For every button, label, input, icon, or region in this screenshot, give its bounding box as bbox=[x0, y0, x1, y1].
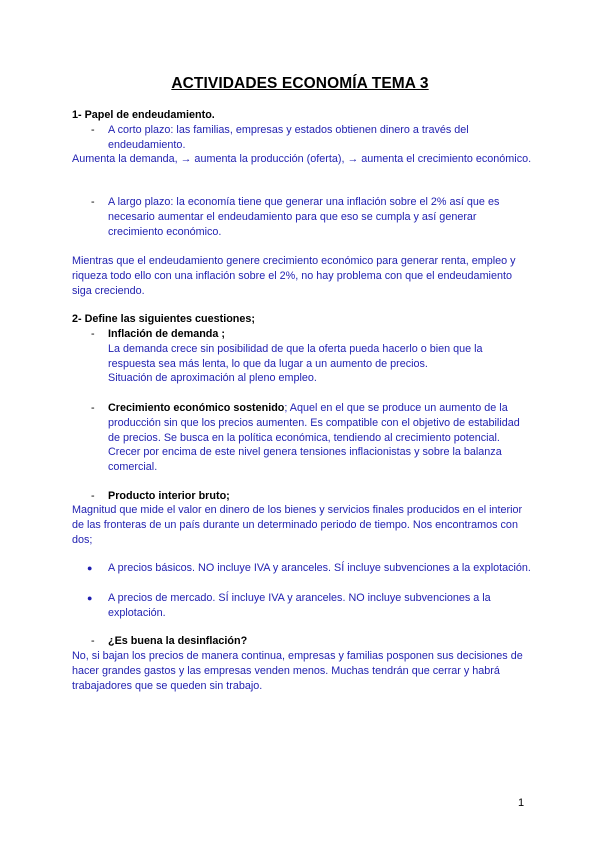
bullet-icon: ● bbox=[87, 593, 93, 603]
page-number: 1 bbox=[518, 797, 525, 809]
dash-marker: - bbox=[91, 490, 95, 502]
answer-pib: Magnitud que mide el valor en dinero de los bienes y servicios finales producidos en el interior de las fronteras de un país durante un determinado periodo de tiempo. Nos encontramos con dos; bbox=[72, 504, 523, 546]
answer-crecimiento: ; Aquel en el que se produce un aumento de la producción sin que los precios aumenten. Es compatible con el objetivo de estabilidad de precios. Se busca en la política económica, tendiendo al crecimiento potencial. Crecer por encima de este nivel genera tensiones inflacionistas y sobre la balanza comercial. bbox=[108, 402, 520, 474]
page-title: ACTIVIDADES ECONOMÍA TEMA 3 bbox=[171, 75, 429, 92]
answer-desinflacion: No, si bajan los precios de manera continua, empresas y familias posponen sus decisiones de hacer grandes gastos y las empresas venden menos. Muchas tendrán que cerrar y habrá trabajadores que se queden sin trabajo. bbox=[72, 650, 523, 692]
dash-marker: - bbox=[91, 328, 95, 340]
item-text: A largo plazo: la economía tiene que generar una inflación sobre el 2% así que es necesario aumentar el endeudamiento para que eso se cumpla y así generar crecimiento económico. bbox=[108, 196, 500, 238]
answer-inflacion: La demanda crece sin posibilidad de que la oferta pueda hacerlo o bien que la respuesta sea más lenta, lo que da lugar a un aumento de precios. bbox=[108, 343, 483, 370]
bullet-text: A precios de mercado. SÍ incluye IVA y aranceles. NO incluye subvenciones a la explotación. bbox=[108, 592, 491, 619]
question-label: ¿Es buena la desinflación? bbox=[108, 635, 248, 647]
question-label: Producto interior bruto; bbox=[108, 490, 230, 502]
section-1-paragraph-2: Mientras que el endeudamiento genere crecimiento económico para generar renta, empleo y riqueza todo ello con una inflación sobre el 2%, no hay problema con que el endeudamiento siga creciendo. bbox=[72, 255, 516, 297]
question-text bbox=[108, 401, 532, 475]
section-2-heading: 2- Define las siguientes cuestiones; bbox=[72, 313, 256, 325]
question-label: Inflación de demanda ; bbox=[108, 328, 225, 340]
bullet-icon: ● bbox=[87, 563, 93, 573]
dash-marker: - bbox=[91, 124, 95, 136]
dash-marker: - bbox=[91, 635, 95, 647]
dash-marker: - bbox=[91, 402, 95, 414]
item-text: A corto plazo: las familias, empresas y estados obtienen dinero a través del endeudamiento. bbox=[108, 124, 469, 151]
question-label: Crecimiento económico sostenido bbox=[108, 402, 285, 414]
dash-marker: - bbox=[91, 196, 95, 208]
bullet-text: A precios básicos. NO incluye IVA y aranceles. SÍ incluye subvenciones a la explotación. bbox=[108, 562, 531, 574]
section-1-paragraph-1: Aumenta la demanda, → aumenta la producción (oferta), → aumenta el crecimiento económico. bbox=[72, 153, 532, 165]
section-1-heading: 1- Papel de endeudamiento. bbox=[72, 109, 215, 121]
answer-inflacion-note: Situación de aproximación al pleno empleo. bbox=[108, 372, 317, 384]
